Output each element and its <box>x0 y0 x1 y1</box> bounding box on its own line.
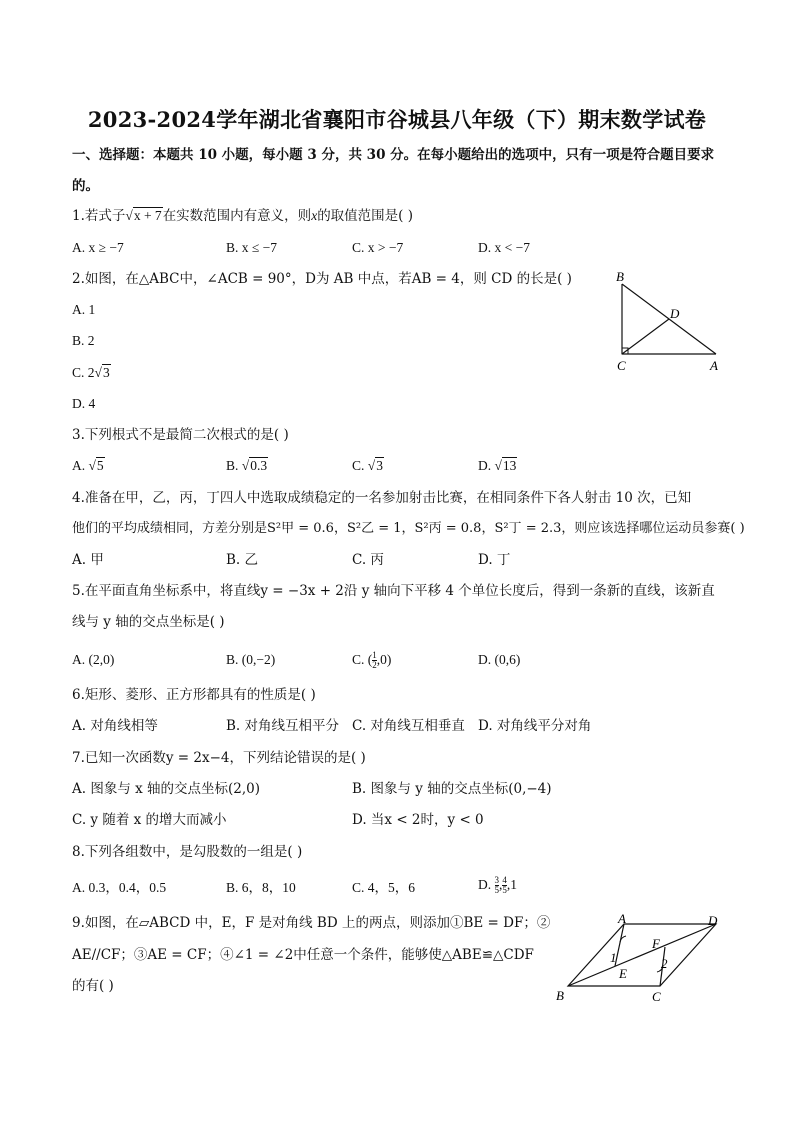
q7-option-c: C. y 随着 x 的增大而减小 <box>72 812 227 828</box>
q3-option-d: D. √13 <box>478 458 517 473</box>
question-5-line1: 5.在平面直角坐标系中，将直线y = −3x + 2沿 y 轴向下平移 4 个单位长度后，得到一条新的直线，该新直 <box>72 583 715 599</box>
question-4-line1: 4.准备在甲，乙，丙，丁四人中选取成绩稳定的一名参加射击比赛，在相同条件下各人射击 10 次，已知 <box>72 490 692 506</box>
question-9-line2: AE//CF；③AE = CF；④∠1 = ∠2中任意一个条件，能够使△ABE≌△CDF <box>72 947 534 963</box>
q5-option-d: D. (0,6) <box>478 652 521 667</box>
q2-option-c: C. 2√3 <box>72 365 110 380</box>
q9-label-e: E <box>619 966 627 981</box>
q3-option-a: A. √5 <box>72 458 104 473</box>
question-6-stem: 6.矩形、菱形、正方形都具有的性质是( ) <box>72 687 316 703</box>
q4-option-b: B. 乙 <box>226 552 259 568</box>
q9-label-c: C <box>652 989 661 1004</box>
q1-stem-prefix: 1.若式子 <box>72 208 126 224</box>
q5-option-b: B. (0,−2) <box>226 652 276 667</box>
question-4-line2: 他们的平均成绩相同，方差分别是S²甲 = 0.6，S²乙 = 1，S²丙 = 0.8，S²丁 = 2.3，则应该选择哪位运动员参赛( ) <box>72 521 745 536</box>
q7-option-d: D. 当x < 2时，y < 0 <box>352 812 484 828</box>
q4-option-d: D. 丁 <box>478 552 511 568</box>
q1-variable: x <box>311 208 318 223</box>
q5-option-c: C. ( $\frac{1}{2}$ ,0) <box>352 650 392 671</box>
q6-option-d: D. 对角线平分对角 <box>478 718 592 734</box>
question-5-line2: 线与 y 轴的交点坐标是( ) <box>72 614 225 630</box>
q2-option-b: B. 2 <box>72 333 95 348</box>
q6-option-b: B. 对角线互相平分 <box>226 718 340 734</box>
q6-option-a: A. 对角线相等 <box>72 718 158 734</box>
question-1-stem <box>72 207 413 225</box>
q1-option-d: D. x < −7 <box>478 240 530 255</box>
q3-option-b: B. √0.3 <box>226 458 268 473</box>
q9-label-f: F <box>652 936 660 951</box>
q8-option-c: C. 4，5，6 <box>352 880 416 895</box>
q4-option-c: C. 丙 <box>352 552 384 568</box>
q2-triangle-figure <box>608 268 728 378</box>
question-2-stem: 2.如图，在△ABC中，∠ACB = 90°，D为 AB 中点，若AB = 4，则 CD 的长是( ) <box>72 271 572 287</box>
section-heading-line1: 一、选择题：本题共 10 小题，每小题 3 分，共 30 分。在每小题给出的选项中，只有一项是符合题目要求 <box>72 147 715 163</box>
q3-option-c: C. √3 <box>352 458 383 473</box>
q9-parallelogram-figure <box>548 912 728 1008</box>
q1-radicand: x + 7 <box>133 208 162 223</box>
q9-label-a: A <box>618 912 626 926</box>
q1-option-c: C. x > −7 <box>352 240 404 255</box>
q1-radical: √x + 7 <box>125 208 162 223</box>
q2-label-d: D <box>670 306 680 321</box>
q2-label-b: B <box>616 269 624 284</box>
q2-label-c: C <box>617 358 626 373</box>
q2-option-a: A. 1 <box>72 302 96 317</box>
question-8-stem: 8.下列各组数中，是勾股数的一组是( ) <box>72 844 303 860</box>
q1-stem-end: 的取值范围是( ) <box>317 208 414 224</box>
q8-option-b: B. 6，8，10 <box>226 880 296 895</box>
q2-median-cd <box>622 319 669 354</box>
q7-option-b: B. 图象与 y 轴的交点坐标(0,−4) <box>352 781 552 797</box>
q9-label-2: 2 <box>661 956 668 971</box>
q4-option-a: A. 甲 <box>72 552 104 568</box>
q7-option-a: A. 图象与 x 轴的交点坐标(2,0) <box>72 781 261 797</box>
q1-stem-middle: 在实数范围内有意义，则 <box>162 208 312 224</box>
q1-option-b: B. x ≤ −7 <box>226 240 278 255</box>
question-9-line3: 的有( ) <box>72 978 114 994</box>
q9-diagonal-bd <box>568 924 716 986</box>
q5-option-a: A. (2,0) <box>72 652 115 667</box>
question-7-stem: 7.已知一次函数y = 2x−4，下列结论错误的是( ) <box>72 750 366 766</box>
question-3-stem: 3.下列根式不是最简二次根式的是( ) <box>72 427 289 443</box>
q1-option-a: A. x ≥ −7 <box>72 240 124 255</box>
page-title: 2023-2024学年湖北省襄阳市谷城县八年级（下）期末数学试卷 <box>87 107 707 132</box>
q2-option-d: D. 4 <box>72 396 96 411</box>
q9-label-1: 1 <box>610 950 617 965</box>
q2-label-a: A <box>710 358 718 373</box>
section-heading-line2: 的。 <box>72 178 99 194</box>
q8-option-a: A. 0.3，0.4，0.5 <box>72 880 167 895</box>
q9-label-d: D <box>708 913 718 928</box>
q9-label-b: B <box>556 988 564 1003</box>
q8-option-d: D. $\frac{3}{5}$ , $\frac{4}{5}$ ,1 <box>478 875 517 896</box>
q6-option-c: C. 对角线互相垂直 <box>352 718 465 734</box>
question-9-line1: 9.如图，在▱ABCD 中，E，F 是对角线 BD 上的两点，则添加①BE = DF；② <box>72 915 551 931</box>
